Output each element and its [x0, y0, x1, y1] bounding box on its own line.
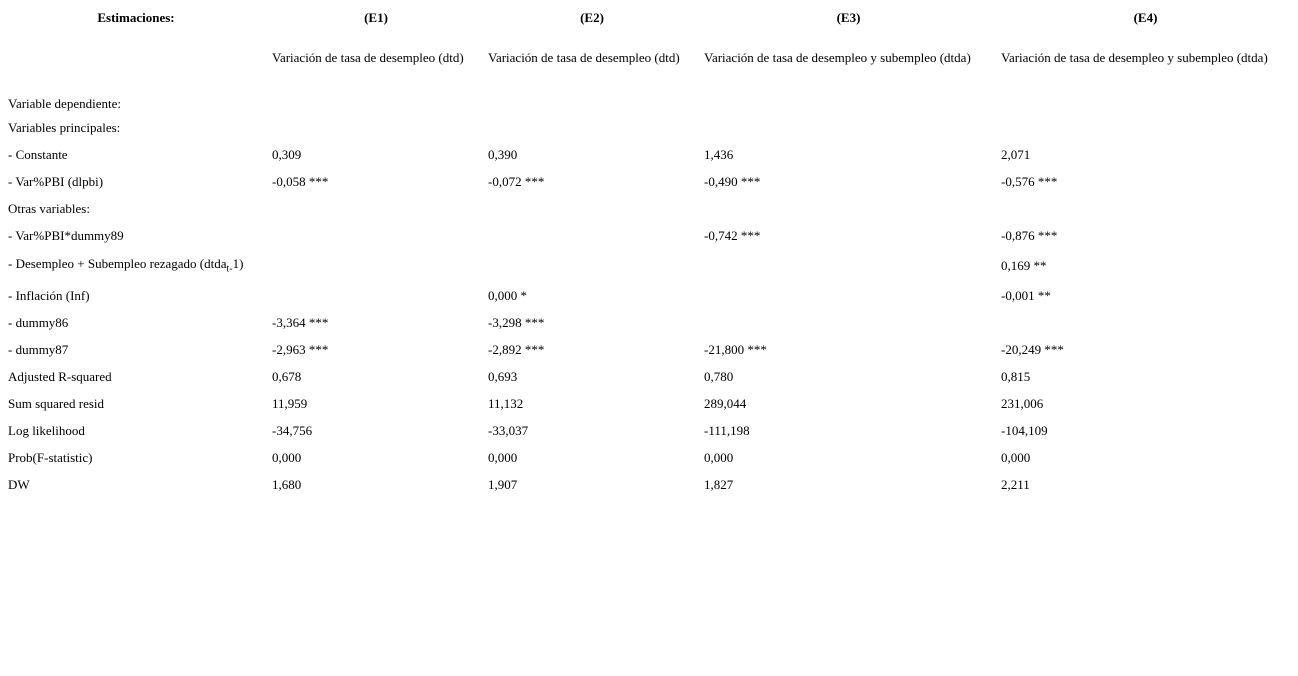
cell-e4: -0,576 *** [1001, 173, 1058, 189]
row-label-main: - Desempleo + Subempleo rezagado (dtda [8, 256, 227, 272]
cell-e1 [268, 282, 484, 309]
row-label: DW [8, 476, 30, 492]
dependent-variable-e2: Variación de tasa de desempleo (dtd) [488, 50, 680, 65]
table-row-sum-squared-resid [4, 390, 1294, 417]
row-label: - Var%PBI (dlpbi) [8, 173, 104, 189]
cell-e1: 1,680 [272, 476, 302, 492]
dependent-variable-row [4, 28, 1294, 114]
cell-e1: -3,364 *** [272, 314, 329, 330]
cell-e1 [268, 249, 484, 282]
cell-e2: 1,907 [488, 476, 518, 492]
cell-e4: 231,006 [1001, 395, 1044, 411]
row-label: - dummy87 [8, 341, 69, 357]
column-header-e1: (E1) [364, 10, 388, 25]
cell-e1: 0,309 [272, 146, 302, 162]
cell-e4: 0,815 [1001, 368, 1031, 384]
row-label: - dummy86 [8, 314, 69, 330]
table-row-constante [4, 141, 1294, 168]
cell-e2: 11,132 [488, 395, 524, 411]
row-label-subscript: t- [226, 263, 233, 275]
row-label: - Inflación (Inf) [8, 287, 90, 303]
dependent-variable-label: Variable dependiente: [8, 96, 121, 111]
dependent-variable-e4: Variación de tasa de desempleo y subempleo (dtda) [1001, 50, 1268, 65]
cell-e3: 0,780 [704, 368, 734, 384]
cell-e4: 0,000 [1001, 449, 1031, 465]
row-label-end: 1) [232, 256, 244, 272]
header-row [4, 8, 1294, 28]
cell-e1: 0,000 [272, 449, 302, 465]
cell-e2 [484, 249, 700, 282]
cell-e1: -34,756 [272, 422, 313, 438]
cell-e3: -21,800 *** [704, 341, 767, 357]
estimates-table [4, 8, 1294, 498]
cell-e2: -0,072 *** [488, 173, 545, 189]
cell-e2: -3,298 *** [488, 314, 545, 330]
table-row-varpbi-dummy89 [4, 222, 1294, 249]
cell-e2: 0,693 [488, 368, 518, 384]
column-header-e2: (E2) [580, 10, 604, 25]
cell-e3 [700, 309, 997, 336]
cell-e1: 0,678 [272, 368, 302, 384]
table-row-lagged [4, 249, 1294, 282]
row-label: - Var%PBI*dummy89 [8, 227, 124, 243]
cell-e2: 0,000 * [488, 287, 527, 303]
cell-e2: 0,000 [488, 449, 518, 465]
cell-e4 [997, 309, 1294, 336]
cell-e1 [268, 222, 484, 249]
cell-e1: 11,959 [272, 395, 308, 411]
table-row-prob-f-statistic [4, 444, 1294, 471]
cell-e3: 0,000 [704, 449, 734, 465]
cell-e3: -111,198 [704, 422, 750, 438]
cell-e2: -33,037 [488, 422, 529, 438]
cell-e1: -2,963 *** [272, 341, 329, 357]
row-label: Adjusted R-squared [8, 368, 112, 384]
table-row-varpbi [4, 168, 1294, 195]
estimates-label: Estimaciones: [97, 10, 175, 25]
table-row-dw [4, 471, 1294, 498]
cell-e2: -2,892 *** [488, 341, 545, 357]
cell-e4: 0,169 ** [1001, 257, 1047, 273]
row-label: Log likelihood [8, 422, 85, 438]
row-label: Sum squared resid [8, 395, 105, 411]
cell-e4: -0,876 *** [1001, 227, 1058, 243]
section-label-principal: Variables principales: [8, 119, 121, 135]
table-row-dummy87 [4, 336, 1294, 363]
cell-e3: 289,044 [704, 395, 747, 411]
column-header-e4: (E4) [1133, 10, 1158, 25]
cell-e3: -0,490 *** [704, 173, 761, 189]
row-label [4, 249, 268, 282]
cell-e1: -0,058 *** [272, 173, 329, 189]
cell-e3: 1,436 [704, 146, 734, 162]
cell-e2 [484, 222, 700, 249]
cell-e4: -0,001 ** [1001, 287, 1051, 303]
table-row-adjusted-r-squared [4, 363, 1294, 390]
cell-e4: 2,071 [1001, 146, 1031, 162]
cell-e3 [700, 249, 997, 282]
table-row-log-likelihood [4, 417, 1294, 444]
cell-e4: 2,211 [1001, 476, 1030, 492]
cell-e3 [700, 282, 997, 309]
cell-e4: -20,249 *** [1001, 341, 1064, 357]
cell-e3: 1,827 [704, 476, 734, 492]
table-row-dummy86 [4, 309, 1294, 336]
section-row-other [4, 195, 1294, 222]
cell-e4: -104,109 [1001, 422, 1048, 438]
column-header-e3: (E3) [836, 10, 861, 25]
row-label: - Constante [8, 146, 68, 162]
cell-e3: -0,742 *** [704, 227, 761, 243]
section-label-other: Otras variables: [8, 200, 90, 216]
dependent-variable-e1: Variación de tasa de desempleo (dtd) [272, 50, 464, 65]
cell-e2: 0,390 [488, 146, 518, 162]
section-row-principal [4, 114, 1294, 141]
row-label: Prob(F-statistic) [8, 449, 93, 465]
dependent-variable-e3: Variación de tasa de desempleo y subempleo (dtda) [704, 50, 971, 65]
table-row-inflacion [4, 282, 1294, 309]
